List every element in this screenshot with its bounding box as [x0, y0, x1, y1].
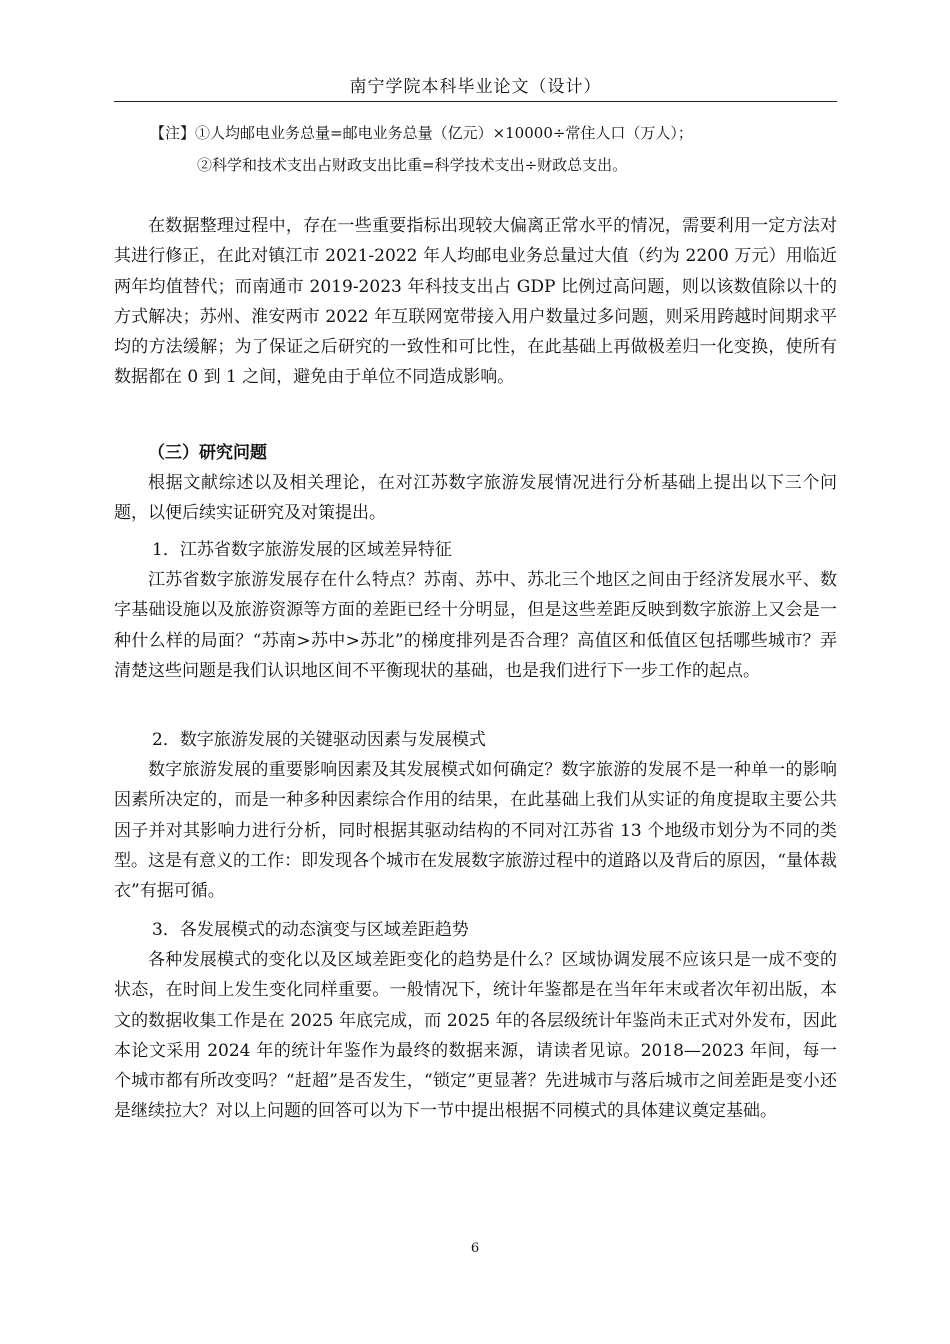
- header-divider: [114, 101, 837, 102]
- question-2-title: 2．数字旅游发展的关键驱动因素与发展模式: [152, 730, 486, 750]
- paragraph-question-2: 数字旅游发展的重要影响因素及其发展模式如何确定？数字旅游的发展不是一种单一的影响因素所决定的，而是一种多种因素综合作用的结果，在此基础上我们从实证的角度提取主要公共因子并对其影响力进行分析，同时根据其驱动结构的不同对江苏省 13 个地级市划分为不同的类型。这是有意义的工作：即发现各个城市在发展数字旅游过程中的道路以及背后的原因，“量体裁衣”有据可循。: [114, 760, 837, 902]
- page-number: 6: [470, 1241, 480, 1256]
- paragraph-question-3: 各种发展模式的变化以及区域差距变化的趋势是什么？区域协调发展不应该只是一成不变的状态，在时间上发生变化同样重要。一般情况下，统计年鉴都是在当年年末或者次年初出版，本文的数据收集工作是在 2025 年底完成，而 2025 年的各层级统计年鉴尚未正式对外发布，因此本论文采用 2024 年的统计年鉴作为最终的数据来源，请读者见谅。2018—2023 年间，每一个城市都有所改变吗？“赶超”是否发生，“锁定”更显著？先进城市与落后城市之间差距是变小还是继续拉大？对以上问题的回答可以为下一节中提出根据不同模式的具体建议奠定基础。: [114, 950, 837, 1122]
- table-note-1: 【注】①人均邮电业务总量=邮电业务总量（亿元）×10000÷常住人口（万人）；: [150, 124, 693, 142]
- paragraph-question-1: 江苏省数字旅游发展存在什么特点？苏南、苏中、苏北三个地区之间由于经济发展水平、数字基础设施以及旅游资源等方面的差距已经十分明显，但是这些差距反映到数字旅游上又会是一种什么样的局面？“苏南>苏中>苏北”的梯度排列是否合理？高值区和低值区包括哪些城市？弄清楚这些问题是我们认识地区间不平衡现状的基础，也是我们进行下一步工作的起点。: [114, 570, 837, 681]
- section-heading-research-questions: （三）研究问题: [148, 443, 267, 463]
- paragraph-research-intro: 根据文献综述以及相关理论，在对江苏数字旅游发展情况进行分析基础上提出以下三个问题，以便后续实证研究及对策提出。: [114, 473, 837, 524]
- page-header-title: 南宁学院本科毕业论文（设计）: [349, 77, 602, 97]
- question-1-title: 1．江苏省数字旅游发展的区域差异特征: [152, 540, 452, 560]
- paragraph-data-cleaning: 在数据整理过程中，存在一些重要指标出现较大偏离正常水平的情况，需要利用一定方法对其进行修正，在此对镇江市 2021-2022 年人均邮电业务总量过大值（约为 2200 万元）用临近两年均值替代；而南通市 2019-2023 年科技支出占 GDP 比例过高问题，则以该数值除以十的方式解决；苏州、淮安两市 2022 年互联网宽带接入用户数量过多问题，则采用跨越时间期求平均的方法缓解；为了保证之后研究的一致性和可比性，在此基础上再做极差归一化变换，使所有数据都在 0 到 1 之间，避免由于单位不同造成影响。: [114, 216, 837, 388]
- table-note-2: ②科学和技术支出占财政支出比重=科学技术支出÷财政总支出。: [197, 156, 628, 174]
- question-3-title: 3．各发展模式的动态演变与区域差距趋势: [152, 920, 469, 940]
